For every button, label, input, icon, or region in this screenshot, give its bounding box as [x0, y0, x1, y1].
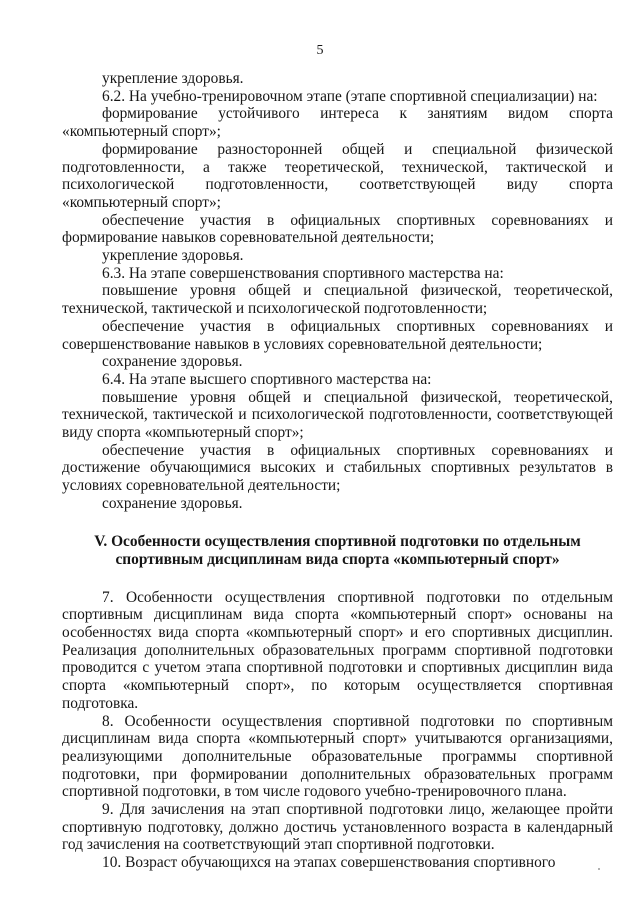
paragraph: 10. Возраст обучающихся на этапах совершенствования спортивного — [102, 854, 556, 872]
paragraph: 6.3. На этапе совершенствования спортивного мастерства на: — [102, 264, 504, 282]
paragraph: сохранение здоровья. — [102, 494, 243, 512]
paragraph: 7. Особенности осуществления спортивной подготовки по отдельным спортивным дисциплинам вида спорта «компьютерный спорт» основаны на особенностях вида спорта «компьютерный спорт» и его спортивных дисциплин. Реализация дополнительных образовательных программ спортивной подготовки проводится с учетом этапа спортивной подготовки и спортивных дисциплин вида спорта «компьютерный спорт», по которым осуществляется спортивная подготовка. — [62, 588, 613, 712]
paragraph: повышение уровня общей и специальной физической, теоретической, технической, тактической и психологической подготовленности; — [62, 282, 613, 318]
paragraph: повышение уровня общей и специальной физической, теоретической, технической, тактической и психологической подготовленности, соответствующей виду спорта «компьютерный спорт»; — [62, 388, 613, 442]
section-heading — [62, 533, 613, 569]
paragraph: 8. Особенности осуществления спортивной подготовки по спортивным дисциплинам вида спорта «компьютерный спорт» учитываются организациями, реализующими дополнительные образовательные программы спортивной подготовки, при формировании дополнительных образовательных программ спортивной подготовки, в том числе годового учебно-тренировочного плана. — [62, 712, 613, 801]
paragraph: 6.4. На этапе высшего спортивного мастерства на: — [102, 370, 432, 388]
paragraph: формирование разносторонней общей и специальной физической подготовленности, а также теоретической, технической, тактической и психологической подготовленности, соответствующей виду спорта «компьютерный спорт»; — [62, 140, 613, 211]
section-heading-line: V. Особенности осуществления спортивной подготовки по отдельным — [94, 532, 581, 550]
paragraph: обеспечение участия в официальных спортивных соревнованиях и совершенствование навыков в условиях соревновательной деятельности; — [62, 317, 613, 353]
paragraph: 6.2. На учебно-тренировочном этапе (этапе спортивной специализации) на: — [102, 87, 598, 105]
paragraph: формирование устойчивого интереса к занятиям видом спорта «компьютерный спорт»; — [62, 105, 613, 141]
paragraph: обеспечение участия в официальных спортивных соревнованиях и формирование навыков соревновательной деятельности; — [62, 211, 613, 247]
paragraph: укрепление здоровья. — [102, 70, 244, 87]
section-heading-line: спортивным дисциплинам вида спорта «компьютерный спорт» — [115, 550, 560, 568]
scan-dot — [598, 868, 600, 870]
paragraph: сохранение здоровья. — [102, 353, 243, 371]
paragraph: укрепление здоровья. — [102, 247, 244, 265]
document-body — [62, 70, 613, 872]
paragraph: 9. Для зачисления на этап спортивной подготовки лицо, желающее пройти спортивную подготовку, должно достичь установленного возраста в календарный год зачисления на соответствующий этап спортивной подготовки. — [62, 801, 613, 854]
page-number: 5 — [316, 43, 324, 58]
paragraph: обеспечение участия в официальных спортивных соревнованиях и достижение обучающимися высоких и стабильных спортивных результатов в условиях соревновательной деятельности; — [62, 441, 613, 495]
